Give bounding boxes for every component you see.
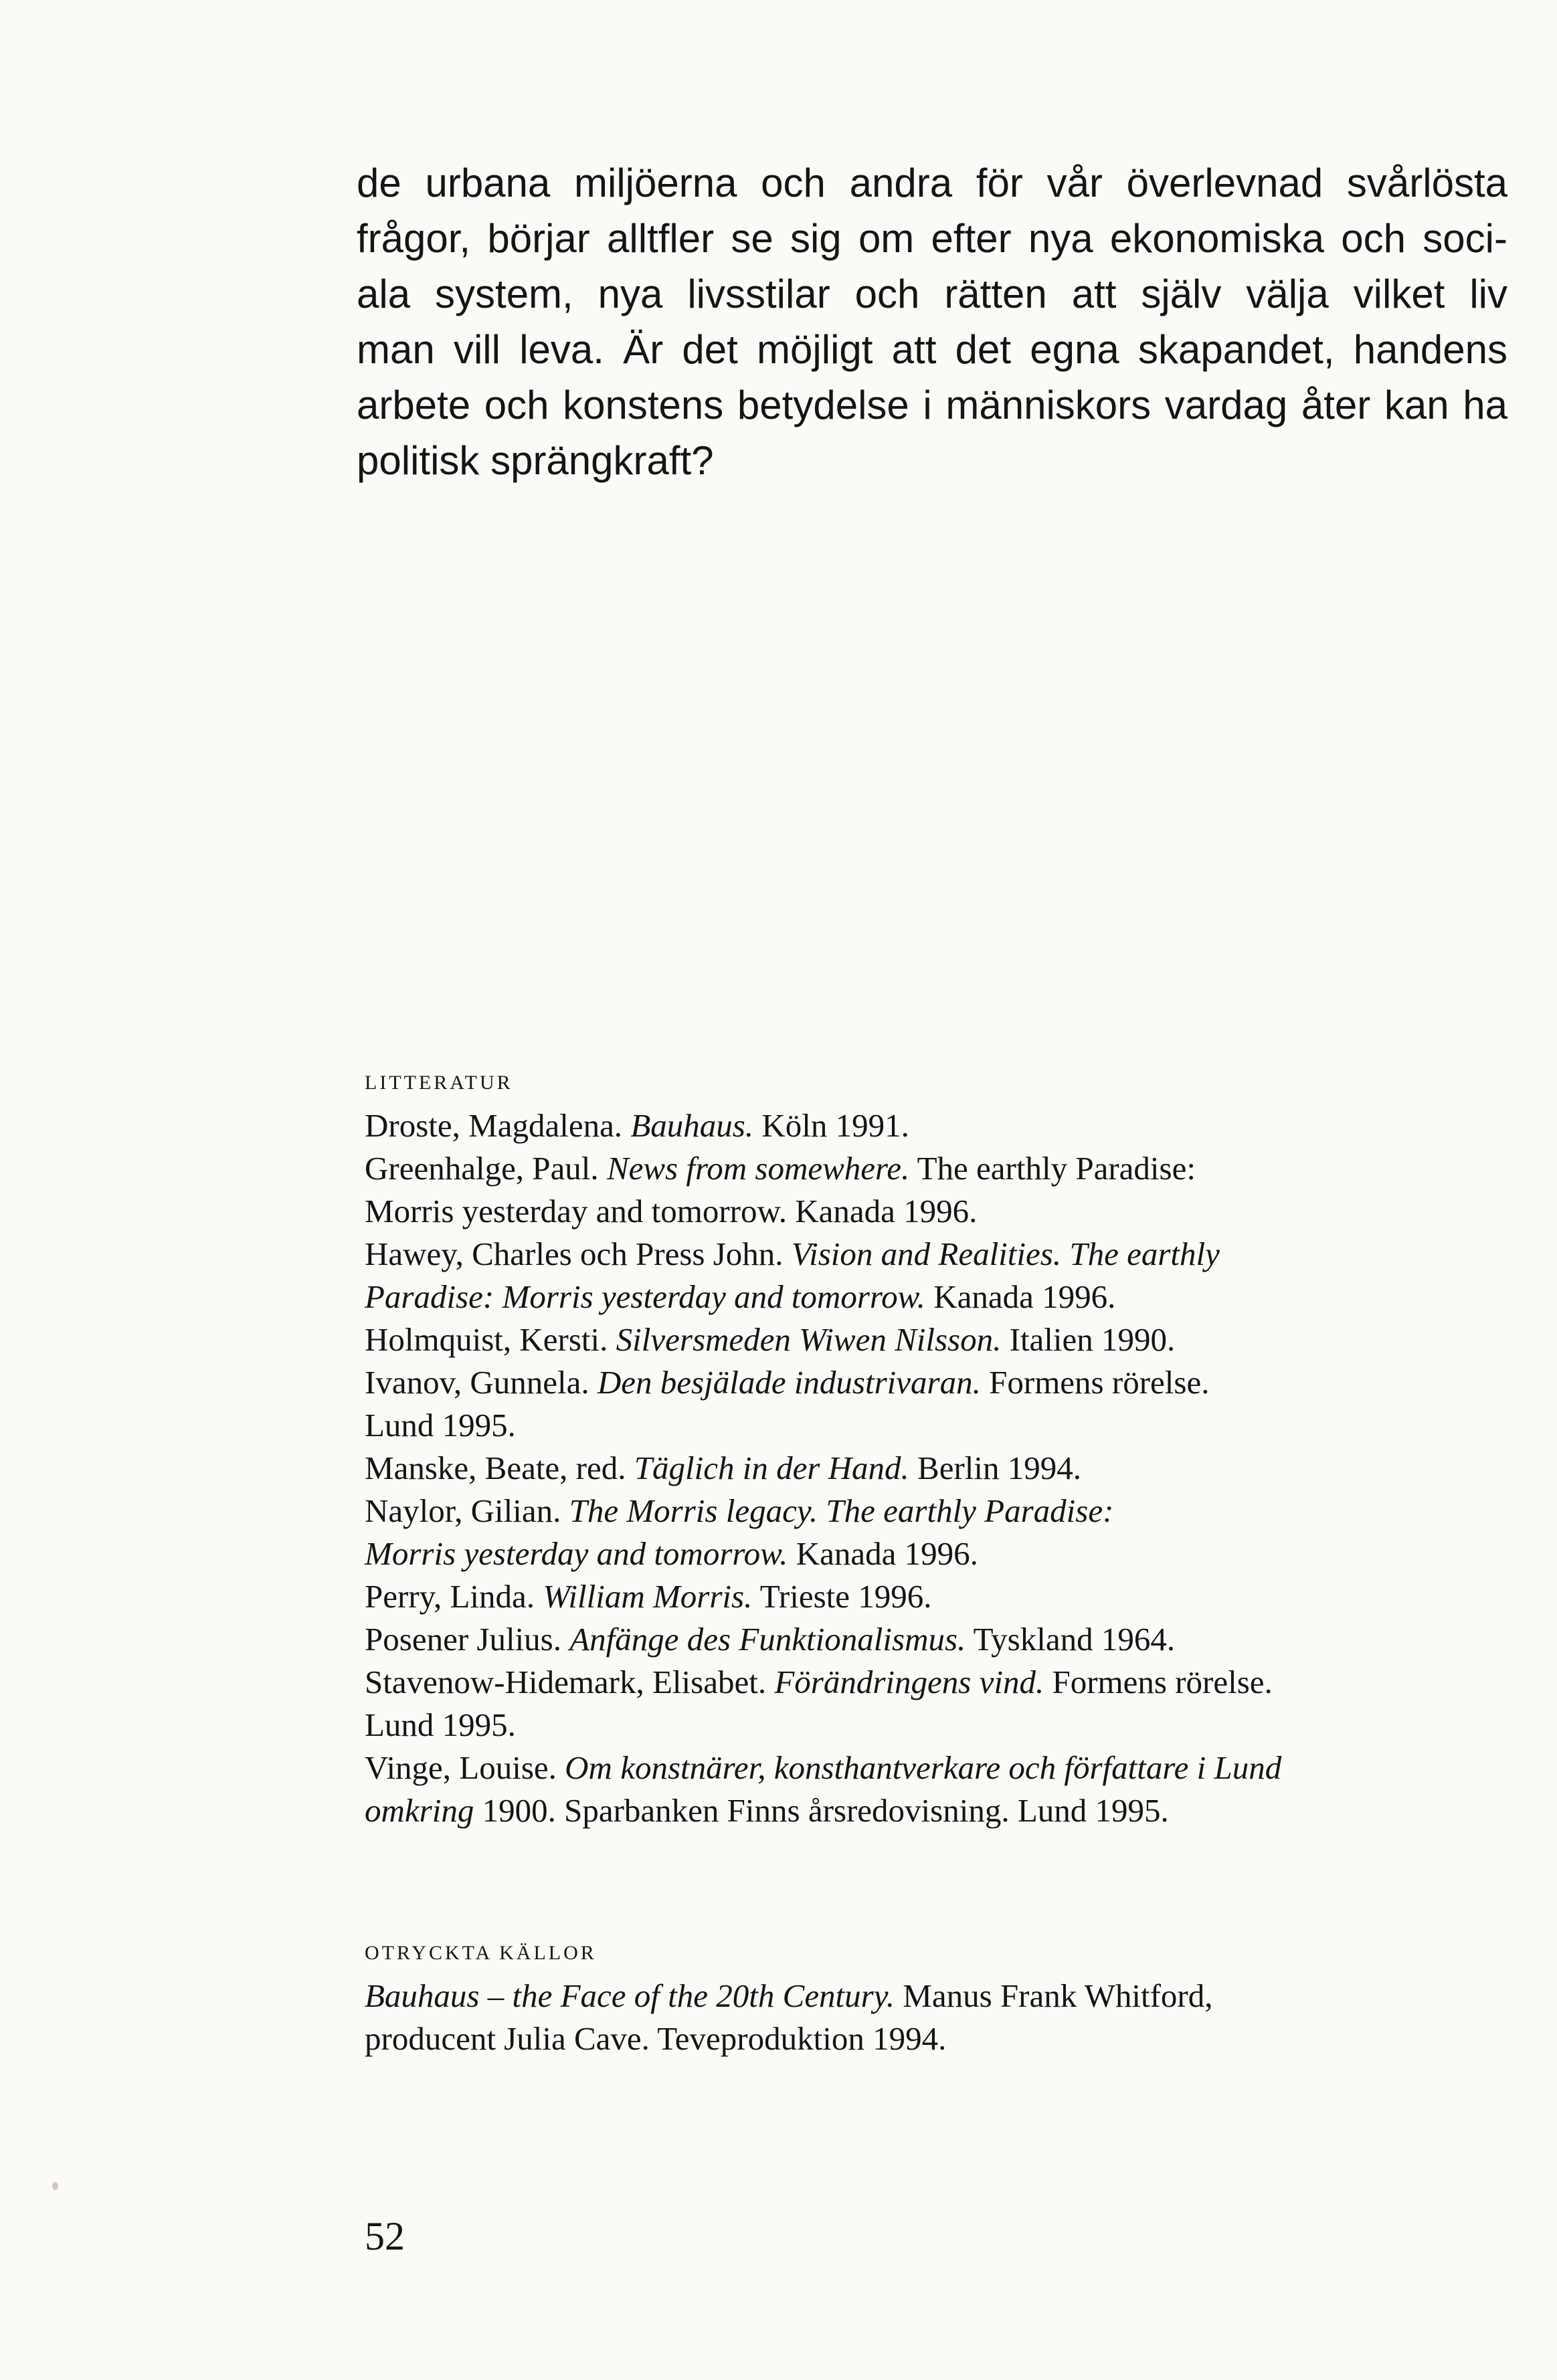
reference-text: Greenhalge, Paul.: [365, 1150, 607, 1187]
paper-speck: [52, 2182, 58, 2190]
reference-line: [365, 1318, 1502, 1361]
reference-text: Holmquist, Kersti.: [365, 1321, 616, 1358]
reference-title: Vision and Realities. The earthly: [791, 1235, 1220, 1272]
reference-text: Lund 1995.: [365, 1706, 516, 1743]
reference-text: 1900. Sparbanken Finns årsredovisning. Lund 1995.: [474, 1792, 1169, 1829]
reference-text: Perry, Linda.: [365, 1578, 543, 1615]
unprinted-sources-heading: OTRYCKTA KÄLLOR: [365, 1942, 597, 1964]
reference-line: [365, 1190, 1502, 1233]
reference-text: Lund 1995.: [365, 1407, 516, 1444]
reference-text: Stavenow-Hidemark, Elisabet.: [365, 1664, 775, 1700]
reference-line: [365, 2017, 1502, 2060]
reference-line: [365, 1704, 1502, 1747]
reference-line: [365, 1747, 1502, 1789]
reference-line: [365, 1361, 1502, 1404]
reference-text: Italien 1990.: [1001, 1321, 1176, 1358]
body-line: politisk sprängkraft?: [357, 438, 714, 483]
reference-title: Täglich in der Hand.: [634, 1450, 909, 1486]
reference-text: Berlin 1994.: [909, 1450, 1082, 1486]
reference-line: [365, 1233, 1502, 1276]
reference-line: [365, 1276, 1502, 1318]
reference-title: Om konstnärer, konsthantverkare och författare i Lund: [565, 1749, 1282, 1786]
reference-title: Bauhaus.: [630, 1107, 754, 1144]
body-line: man vill leva. Är det möjligt att det egna skapandet, handens: [357, 327, 1507, 372]
reference-line: [365, 1404, 1502, 1447]
reference-text: Trieste 1996.: [752, 1578, 932, 1615]
reference-text: Ivanov, Gunnela.: [365, 1364, 598, 1401]
reference-text: Köln 1991.: [753, 1107, 909, 1144]
reference-line: [365, 1532, 1502, 1575]
body-line: ala system, nya livsstilar och rätten att själv välja vilket liv: [357, 272, 1507, 316]
reference-title: Silversmeden Wiwen Nilsson.: [616, 1321, 1002, 1358]
reference-line: [365, 1447, 1502, 1490]
reference-line: [365, 1789, 1502, 1832]
unprinted-sources-section: [365, 1939, 1502, 2060]
reference-line: [365, 1618, 1502, 1661]
reference-title: Paradise: Morris yesterday and tomorrow.: [365, 1278, 925, 1315]
reference-text: Naylor, Gilian.: [365, 1492, 569, 1529]
reference-title: News from somewhere.: [606, 1150, 910, 1187]
reference-text: Manske, Beate, red.: [365, 1450, 634, 1486]
reference-title: Morris yesterday and tomorrow.: [365, 1535, 788, 1572]
reference-text: Hawey, Charles och Press John.: [365, 1235, 792, 1272]
reference-title: Förändringens vind.: [774, 1664, 1044, 1700]
reference-line: [365, 1975, 1502, 2017]
reference-title: William Morris.: [543, 1578, 753, 1615]
reference-line: [365, 1490, 1502, 1532]
reference-text: Morris yesterday and tomorrow. Kanada 1996.: [365, 1193, 978, 1229]
reference-text: Formens rörelse.: [1044, 1664, 1273, 1700]
literature-heading: LITTERATUR: [365, 1072, 513, 1094]
literature-section: [365, 1068, 1502, 1832]
unprinted-sources-list: [365, 1975, 1502, 2060]
reference-title: Bauhaus – the Face of the 20th Century.: [365, 1977, 895, 2014]
reference-title: omkring: [365, 1792, 474, 1829]
reference-title: Anfänge des Funktionalismus.: [569, 1621, 966, 1658]
reference-text: Kanada 1996.: [925, 1278, 1116, 1315]
body-line: arbete och konstens betydelse i människors vardag åter kan ha: [357, 383, 1507, 427]
reference-text: The earthly Paradise:: [909, 1150, 1196, 1187]
reference-text: producent Julia Cave. Teveproduktion 1994.: [365, 2020, 947, 2057]
reference-title: The Morris legacy. The earthly Paradise:: [569, 1492, 1114, 1529]
reference-text: Tyskland 1964.: [966, 1621, 1176, 1658]
reference-line: [365, 1575, 1502, 1618]
reference-line: [365, 1104, 1502, 1147]
body-paragraph: [357, 155, 1507, 488]
page-number: 52: [365, 2214, 405, 2258]
reference-text: Formens rörelse.: [980, 1364, 1210, 1401]
reference-text: Vinge, Louise.: [365, 1749, 565, 1786]
body-line: de urbana miljöerna och andra för vår överlevnad svårlösta: [357, 161, 1507, 205]
reference-line: [365, 1147, 1502, 1190]
reference-text: Manus Frank Whitford,: [895, 1977, 1213, 2014]
reference-text: Droste, Magdalena.: [365, 1107, 631, 1144]
reference-line: [365, 1661, 1502, 1704]
literature-list: [365, 1104, 1502, 1832]
reference-title: Den besjälade industrivaran.: [597, 1364, 981, 1401]
reference-text: Kanada 1996.: [788, 1535, 978, 1572]
reference-text: Posener Julius.: [365, 1621, 570, 1658]
body-line: frågor, börjar alltfler se sig om efter nya ekonomiska och soci-: [357, 216, 1507, 261]
